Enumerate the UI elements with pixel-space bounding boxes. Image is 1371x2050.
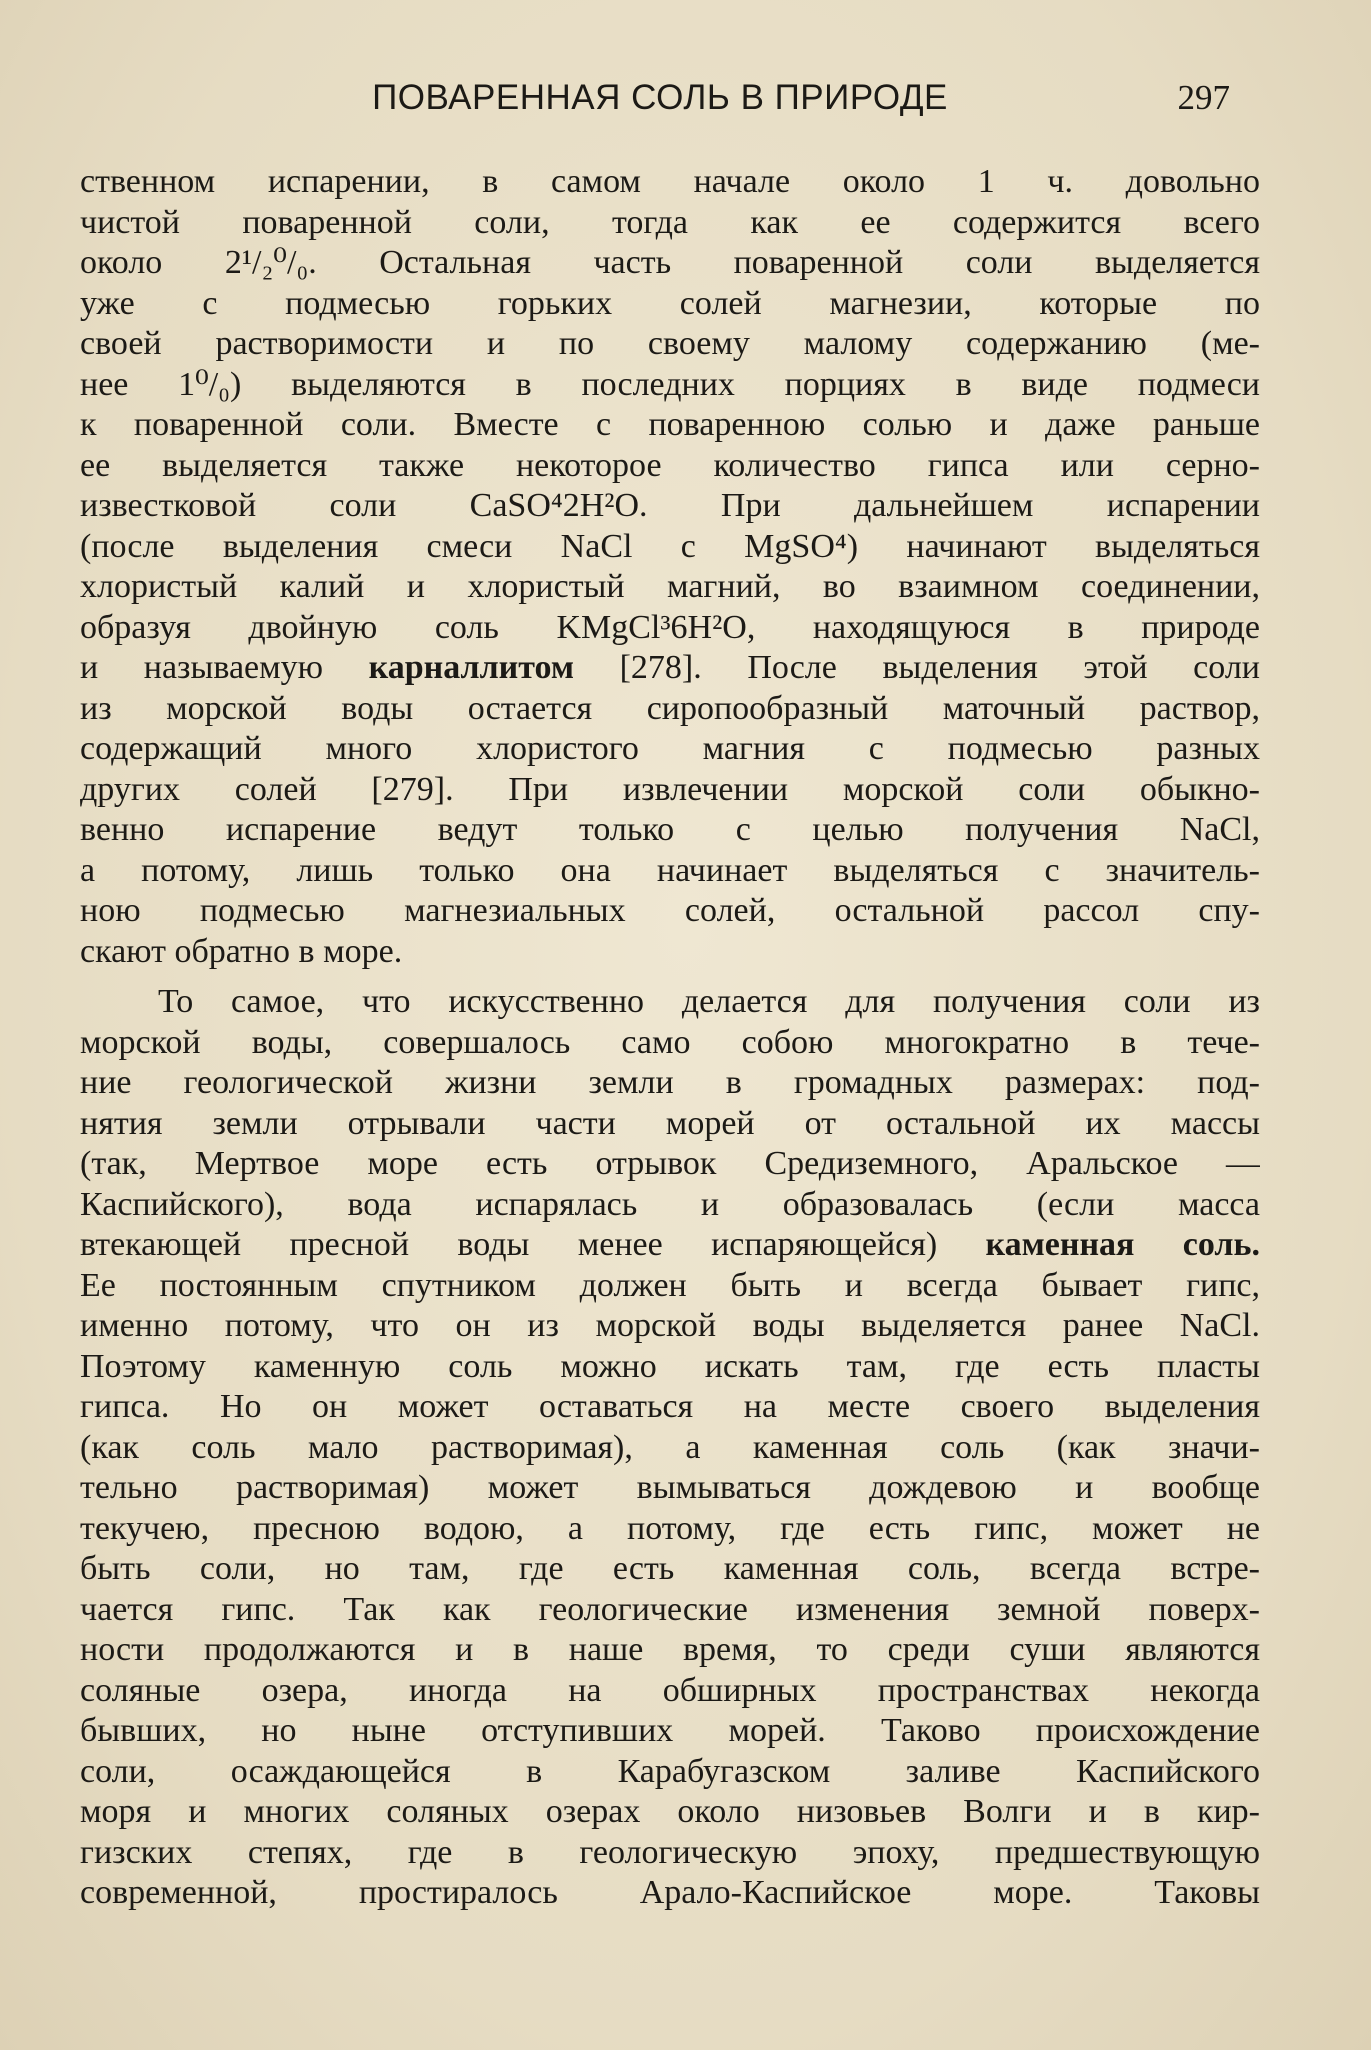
text-fragment: [278]. После выделения этой соли xyxy=(574,649,1260,686)
text-line: Каспийского), вода испарялась и образовалась (если масса xyxy=(80,1185,1260,1223)
text-line: соли, осаждающейся в Карабугазском заливе Каспийского xyxy=(80,1752,1260,1790)
text-line: ною подмесью магнезиальных солей, остальной рассол спу- xyxy=(80,892,1260,929)
text-line: ственном испарении, в самом начале около 1 ч. довольно xyxy=(80,163,1260,200)
text-line: содержащий много хлористого магния с подмесью разных xyxy=(80,730,1260,767)
text-line: к поваренной соли. Вместе с поваренною солью и даже раньше xyxy=(80,406,1260,443)
text-line: гизских степях, где в геологическую эпоху, предшествующую xyxy=(80,1833,1260,1871)
text-line: хлористый калий и хлористый магний, во взаимном соединении, xyxy=(80,568,1260,605)
text-line: То самое, что искусственно делается для получения соли из xyxy=(158,983,1260,1020)
text-line xyxy=(80,648,1260,689)
page-number: 297 xyxy=(1177,78,1230,117)
text-line: своей растворимости и по своему малому содержанию (ме- xyxy=(80,325,1260,362)
text-line: уже с подмесью горьких солей магнезии, которые по xyxy=(80,284,1260,322)
text-line: а потому, лишь только она начинает выделяться с значитель- xyxy=(80,851,1260,889)
text-line: чается гипс. Так как геологические изменения земной поверх- xyxy=(80,1590,1260,1628)
paragraph-gap xyxy=(80,972,1260,982)
text-fragment: и называемую xyxy=(80,649,369,686)
chapter-title: ПОВАРЕННАЯ СОЛЬ В ПРИРОДЕ xyxy=(372,78,948,117)
text-line: гипса. Но он может оставаться на месте своего выделения xyxy=(80,1388,1260,1425)
text-fragment: втекающей пресной воды менее испаряющейся) xyxy=(80,1226,986,1263)
text-line: чистой поваренной соли, тогда как ее содержится всего xyxy=(80,203,1260,241)
text-line: (так, Мертвое море есть отрывок Средиземного, Аральское — xyxy=(80,1145,1260,1182)
text-line: (после выделения смеси NaCl с MgSO⁴) начинают выделяться xyxy=(80,527,1260,565)
text-line: венно испарение ведут только с целью получения NaCl, xyxy=(80,811,1260,848)
text-line: нятия земли отрывали части морей от остальной их массы xyxy=(80,1104,1260,1142)
text-line: соляные озера, иногда на обширных пространствах некогда xyxy=(80,1671,1260,1709)
bold-term-rock-salt: каменная соль. xyxy=(985,1226,1260,1263)
bold-term-carnallite: карналлитом xyxy=(368,649,575,686)
body-text xyxy=(80,162,1260,1914)
text-line: текучею, пресною водою, а потому, где есть гипс, может не xyxy=(80,1509,1260,1547)
text-line: Ее постоянным спутником должен быть и всегда бывает гипс, xyxy=(80,1266,1260,1304)
text-line: моря и многих соляных озерах около низовьев Волги и в кир- xyxy=(80,1793,1260,1830)
text-line: тельно растворимая) может вымываться дождевою и вообще xyxy=(80,1469,1260,1506)
text-line: (как соль мало растворимая), а каменная соль (как значи- xyxy=(80,1428,1260,1466)
text-line: ности продолжаются и в наше время, то среди суши являются xyxy=(80,1631,1260,1668)
text-line: из морской воды остается сиропообразный маточный раствор, xyxy=(80,689,1260,727)
text-line: ние геологической жизни земли в громадных размерах: под- xyxy=(80,1064,1260,1101)
text-line: других солей [279]. При извлечении морской соли обыкно- xyxy=(80,770,1260,808)
text-line: бывших, но ныне отступивших морей. Таково происхождение xyxy=(80,1712,1260,1749)
text-line: именно потому, что он из морской воды выделяется ранее NaCl. xyxy=(80,1307,1260,1344)
text-line: морской воды, совершалось само собою многократно в тече- xyxy=(80,1023,1260,1061)
text-line: Поэтому каменную соль можно искать там, где есть пласты xyxy=(80,1347,1260,1385)
text-line: известковой соли CaSO⁴2H²O. При дальнейшем испарении xyxy=(80,487,1260,524)
text-line: скают обратно в море. xyxy=(80,932,403,970)
text-line xyxy=(80,1225,1260,1266)
running-header xyxy=(80,78,1260,128)
text-line: нее 1⁰/₀) выделяются в последних порциях в виде подмеси xyxy=(80,365,1260,403)
text-line: ее выделяется также некоторое количество гипса или серно- xyxy=(80,446,1260,484)
text-line: быть соли, но там, где есть каменная соль, всегда встре- xyxy=(80,1550,1260,1587)
text-line: образуя двойную соль KMgCl³6H²O, находящуюся в природе xyxy=(80,608,1260,646)
text-line: около 2¹/₂⁰/₀. Остальная часть поваренной соли выделяется xyxy=(80,244,1260,281)
text-line: современной, простиралось Арало-Каспийское море. Таковы xyxy=(80,1874,1260,1911)
